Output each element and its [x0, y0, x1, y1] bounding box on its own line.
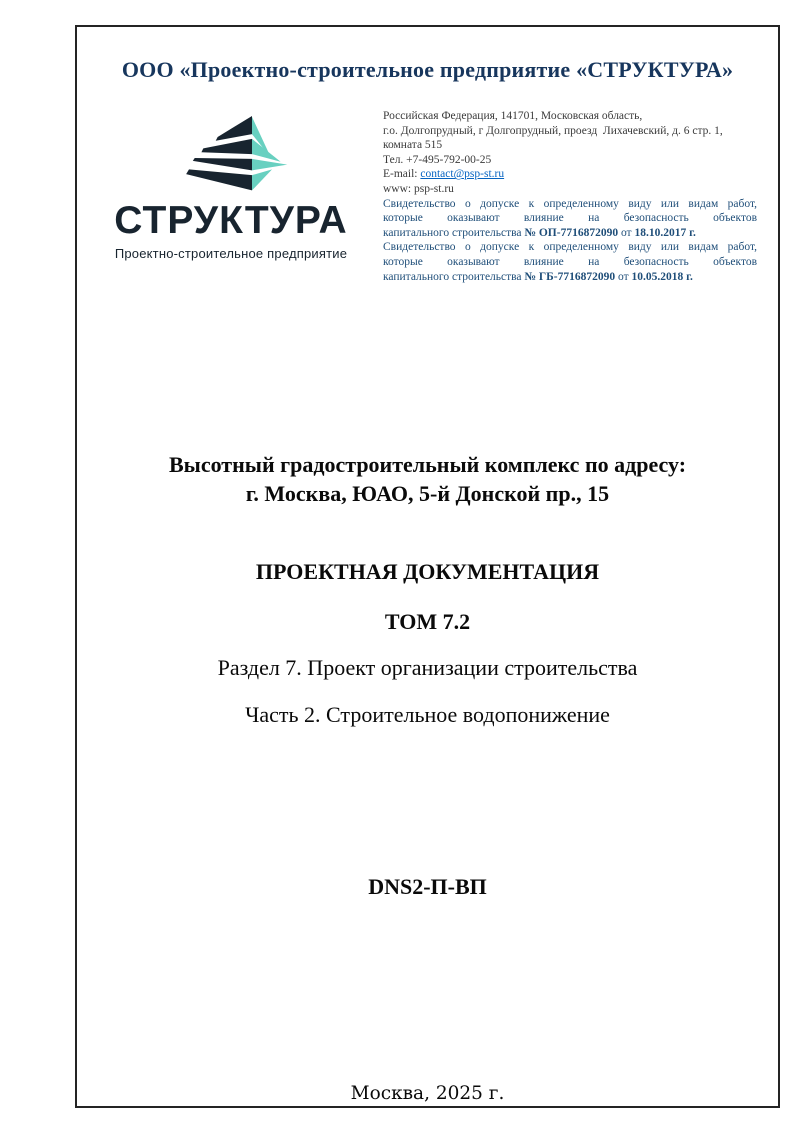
contact-block — [383, 109, 757, 284]
email-link[interactable]: contact@psp-st.ru — [420, 168, 505, 181]
contact-address-line-3: комната 515 — [383, 139, 443, 152]
document-type-heading: ПРОЕКТНАЯ ДОКУМЕНТАЦИЯ — [255, 559, 600, 584]
company-title: ООО «Проектно-строительное предприятие «СТРУКТУРА» — [121, 57, 734, 82]
contact-website: www: psp-st.ru — [383, 182, 454, 195]
certificate-1-line-3: капитального строительства № ОП-7716872090 от 18.10.2017 г. — [383, 226, 696, 239]
certificate-2-date: 10.05.2018 г. — [631, 270, 693, 283]
logo-wordmark: СТРУКТУРА — [114, 199, 348, 242]
certificate-2-line-3: капитального строительства № ГБ-7716872090 от 10.05.2018 г. — [383, 270, 693, 283]
company-logo — [105, 115, 357, 261]
volume-label: ТОМ 7.2 — [384, 609, 471, 634]
page-border-frame — [75, 25, 780, 1108]
certificate-2-line-1: Свидетельство о допуске к определенному виду или видам работ, — [383, 241, 757, 254]
email-label: E-mail: — [383, 168, 421, 181]
certificate-2 — [383, 240, 757, 284]
certificate-1-number: № ОП-7716872090 — [524, 226, 619, 239]
certificate-1 — [383, 197, 757, 241]
project-title-line-1: Высотный градостроительный комплекс по адресу: — [168, 452, 687, 477]
document-code: DNS2-П-ВП — [368, 874, 487, 899]
structura-building-icon — [173, 115, 289, 199]
logo-subtitle: Проектно-строительное предприятие — [114, 246, 348, 261]
part-label: Часть 2. Строительное водопонижение — [245, 702, 610, 727]
project-title-line-2: г. Москва, ЮАО, 5-й Донской пр., 15 — [245, 481, 610, 506]
certificate-1-line-1: Свидетельство о допуске к определенному виду или видам работ, — [383, 197, 757, 210]
certificate-2-number: № ГБ-7716872090 — [524, 270, 616, 283]
certificates-block — [383, 197, 757, 285]
certificate-2-line-2: которые оказывают влияние на безопасность объектов — [383, 255, 757, 268]
project-title — [77, 450, 778, 508]
contact-address-line-1: Российская Федерация, 141701, Московская область, — [383, 110, 643, 122]
contact-address-line-2: г.о. Долгопрудный, г Долгопрудный, проезд Лихачевский, д. 6 стр. 1, — [383, 124, 723, 137]
certificate-1-date: 18.10.2017 г. — [634, 226, 696, 239]
contact-email-line — [383, 167, 757, 182]
footer-city-year: Москва, 2025 г. — [350, 1083, 505, 1104]
certificate-1-line-2: которые оказывают влияние на безопасность объектов — [383, 212, 757, 225]
contact-phone: Тел. +7-495-792-00-25 — [383, 153, 492, 166]
section-label: Раздел 7. Проект организации строительства — [217, 655, 638, 680]
